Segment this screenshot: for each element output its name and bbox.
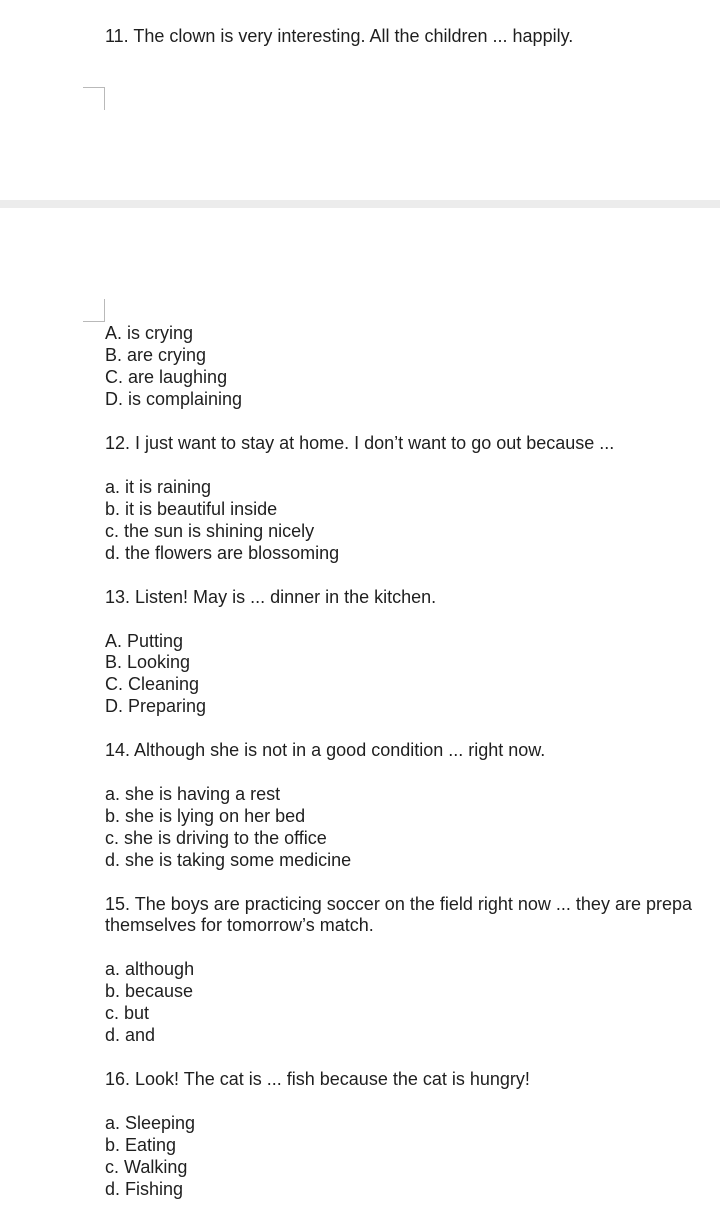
option-16d: d. Fishing <box>105 1179 184 1199</box>
option-12d: d. the flowers are blossoming <box>105 543 340 563</box>
question-11: 11. The clown is very interesting. All the children ... happily. <box>105 26 574 46</box>
option-14c: c. she is driving to the office <box>105 828 327 848</box>
option-15a: a. although <box>105 959 195 979</box>
option-16b: b. Eating <box>105 1135 177 1155</box>
option-13a: A. Putting <box>105 631 184 651</box>
question-16: 16. Look! The cat is ... fish because the cat is hungry! <box>105 1069 530 1089</box>
question-15-continued: themselves for tomorrow’s match. <box>105 915 374 935</box>
question-15: 15. The boys are practicing soccer on the field right now ... they are prepa <box>105 894 692 914</box>
option-15c: c. but <box>105 1003 150 1023</box>
option-14d: d. she is taking some medicine <box>105 850 352 870</box>
page-corner-mark-top <box>83 87 105 110</box>
option-14b: b. she is lying on her bed <box>105 806 306 826</box>
question-12: 12. I just want to stay at home. I don’t want to go out because ... <box>105 433 615 453</box>
option-13c: C. Cleaning <box>105 674 200 694</box>
option-11c: C. are laughing <box>105 367 228 387</box>
option-15b: b. because <box>105 981 194 1001</box>
page-break-gap <box>0 200 720 208</box>
option-11b: B. are crying <box>105 345 207 365</box>
option-16c: c. Walking <box>105 1157 188 1177</box>
option-13b: B. Looking <box>105 652 191 672</box>
option-12b: b. it is beautiful inside <box>105 499 278 519</box>
option-14a: a. she is having a rest <box>105 784 281 804</box>
option-16a: a. Sleeping <box>105 1113 196 1133</box>
option-11d: D. is complaining <box>105 389 243 409</box>
option-12c: c. the sun is shining nicely <box>105 521 315 541</box>
option-13d: D. Preparing <box>105 696 207 716</box>
option-15d: d. and <box>105 1025 156 1045</box>
option-12a: a. it is raining <box>105 477 212 497</box>
option-11a: A. is crying <box>105 323 194 343</box>
question-13: 13. Listen! May is ... dinner in the kitchen. <box>105 587 437 607</box>
page-corner-mark-bottom <box>83 299 105 322</box>
question-14: 14. Although she is not in a good condition ... right now. <box>105 740 546 760</box>
